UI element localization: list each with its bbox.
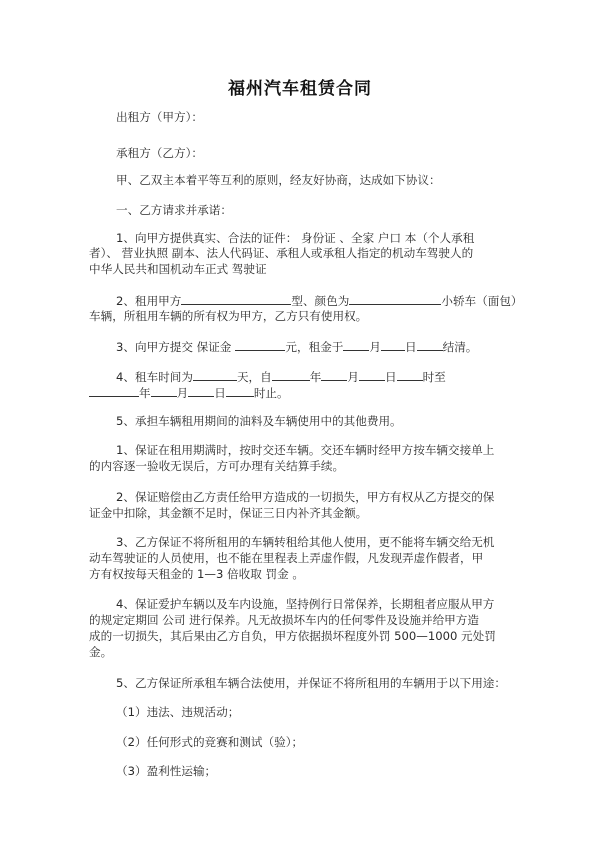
clause2-text-c: 小轿车（面包）	[441, 294, 523, 308]
clause3-line	[116, 339, 477, 354]
guarantee1-line2: 的内容逐一验收无误后，方可办理有关结算手续。	[89, 459, 345, 473]
guarantee2-line2: 证金中扣除，其金额不足时，保证三日内补齐其金额。	[89, 506, 368, 520]
blank-end-hour	[226, 385, 254, 397]
clause1-line1: 1、向甲方提供真实、合法的证件： 身份证 、全家 户口 本（个人承租	[116, 231, 475, 245]
blank-end-month	[151, 385, 177, 397]
clause4-text-d: 月	[347, 370, 359, 384]
blank-end-day	[188, 385, 214, 397]
clause2-line2: 车辆，所租用车辆的所有权为甲方，乙方只有使用权。	[89, 309, 368, 323]
clause4-text-b: 天，自	[236, 370, 272, 384]
clause4-line2	[89, 385, 289, 400]
clause3-text-b: 元，租金于	[285, 340, 344, 354]
clause4-text-h: 月	[176, 386, 189, 400]
blank-start-year	[272, 369, 310, 381]
clause4-text-e: 日	[384, 370, 397, 384]
page-title: 福州汽车租赁合同	[228, 79, 372, 99]
lessor-line: 出租方（甲方）：	[116, 110, 203, 124]
guarantee4-line2: 的规定定期回 公司 进行保养。凡无故损坏车内的任何零件及设施并给甲方造	[89, 613, 479, 627]
clause4-text-a: 4、租车时间为	[116, 370, 193, 384]
clause2-line1	[116, 293, 523, 308]
guarantee5-line: 5、乙方保证所承租车辆合法使用，并保证不将所租用的车辆用于以下用途：	[116, 676, 506, 690]
blank-start-hour	[397, 369, 423, 381]
guarantee4-line3: 成的一切损失，其后果由乙方自负，甲方依据损坏程度外罚 500—1000 元处罚	[89, 629, 496, 643]
clause4-text-c: 年	[309, 370, 322, 384]
guarantee3-line3: 方有权按每天租金的 1—3 倍收取 罚金 。	[89, 567, 304, 581]
guarantee3-line1: 3、乙方保证不将所租用的车辆转租给其他人使用，更不能将车辆交给无机	[116, 535, 495, 549]
clause3-text-c: 月	[369, 340, 381, 354]
clause2-text-b: 型、颜色为	[291, 294, 350, 308]
blank-end-year	[89, 385, 139, 397]
clause3-text-a: 3、向甲方提交 保证金	[116, 340, 232, 354]
list-item: （2）任何形式的竞赛和测试（验）；	[116, 735, 304, 749]
blank-start-month	[321, 369, 347, 381]
clause2-text-a: 2、租用甲方	[116, 294, 182, 308]
clause3-text-d: 日	[405, 340, 417, 354]
blank-car-model	[181, 293, 291, 305]
guarantee2-line1: 2、保证赔偿由乙方责任给甲方造成的一切损失，甲方有权从乙方提交的保	[116, 490, 495, 504]
clause1-line2: 者）、 营业执照 副本、法人代码证、承租人或承租人指定的机动车驾驶人的	[89, 246, 474, 260]
clause5-line: 5、承担车辆租用期间的油料及车辆使用中的其他费用。	[116, 414, 402, 428]
clause3-text-e: 结清。	[442, 340, 478, 354]
blank-car-color	[349, 293, 441, 305]
clause4-text-f: 时至	[422, 370, 446, 384]
blank-start-day	[359, 369, 385, 381]
list-item: （3）盈利性运输；	[116, 764, 217, 778]
clause1-line3: 中华人民共和国机动车正式 驾驶证	[89, 262, 267, 276]
intro-paragraph: 甲、乙双主本着平等互利的原则，经友好协商，达成如下协议：	[116, 173, 441, 187]
clause4-text-g: 年	[139, 386, 151, 400]
guarantee4-line4: 金。	[89, 645, 113, 659]
blank-days	[193, 369, 237, 381]
guarantee4-line1: 4、保证爱护车辆以及车内设施，坚持例行日常保养，长期租者应服从甲方	[116, 597, 495, 611]
blank-rent-day	[381, 339, 405, 351]
section-heading: 一、乙方请求并承诺：	[116, 203, 232, 217]
clause4-line1	[116, 369, 446, 384]
blank-rent-extra	[417, 339, 443, 351]
guarantee3-line2: 动车驾驶证的人员使用，也不能在里程表上弄虚作假，凡发现弄虚作假者，甲	[89, 551, 484, 565]
list-item: （1）违法、违规活动；	[116, 705, 240, 719]
blank-deposit	[235, 339, 285, 351]
blank-rent-month	[343, 339, 369, 351]
clause4-text-j: 时止。	[253, 386, 289, 400]
lessee-line: 承租方（乙方）：	[116, 146, 203, 160]
clause4-text-i: 日	[214, 386, 226, 400]
guarantee1-line1: 1、保证在租用期满时，按时交还车辆。交还车辆时经甲方按车辆交接单上	[116, 443, 495, 457]
